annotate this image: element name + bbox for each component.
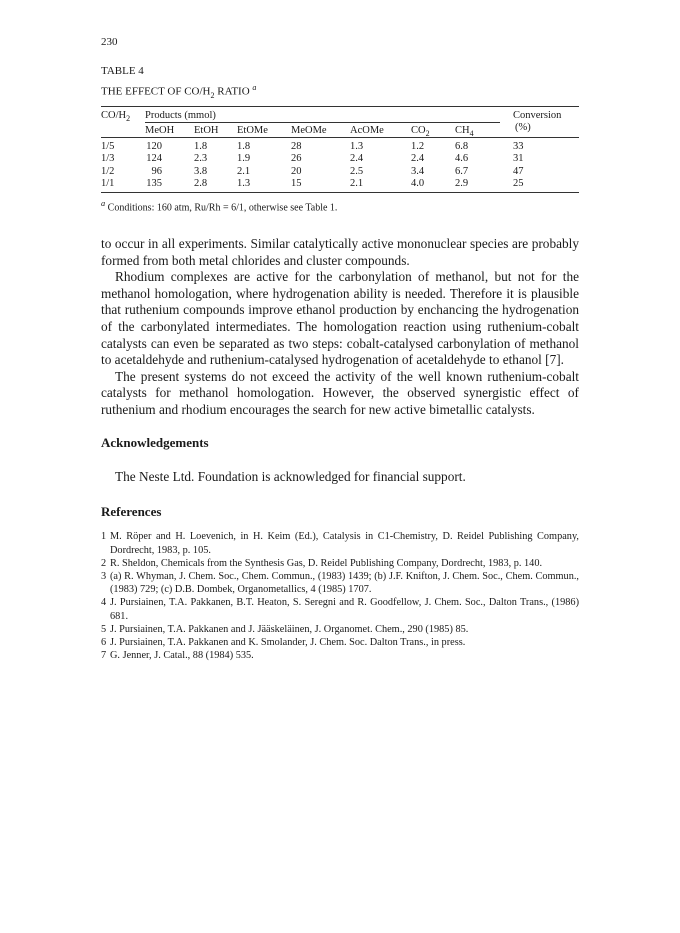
table-cell: 20 — [291, 165, 302, 177]
header-meoh: MeOH — [145, 124, 175, 136]
table-cell: 2.4 — [350, 153, 364, 165]
reference-item — [101, 557, 579, 570]
table-cell: 6.7 — [455, 165, 469, 177]
reference-number: 2 — [101, 557, 107, 569]
table-label: TABLE 4 — [101, 65, 144, 77]
table-body — [101, 138, 579, 192]
table-cell: 28 — [291, 140, 302, 152]
table-cell: 3.8 — [194, 165, 208, 177]
table-cell: 1.2 — [411, 140, 425, 152]
reference-text: G. Jenner, J. Catal., 88 (1984) 535. — [110, 650, 254, 662]
table-4 — [101, 64, 579, 213]
reference-item — [101, 530, 579, 556]
reference-number: 4 — [101, 597, 107, 609]
reference-number: 5 — [101, 623, 107, 635]
reference-list — [101, 530, 579, 662]
table-cell: 4.6 — [455, 153, 469, 165]
table-cell: 1.8 — [237, 140, 251, 152]
header-conversion: Conversion — [513, 109, 562, 121]
header-products-group: Products (mmol) — [145, 109, 216, 121]
header-ratio: $CO/H_2$ — [101, 109, 131, 123]
table-title: THE EFFECT OF $CO/H_2$ RATIO $^a$ — [101, 83, 257, 100]
table-cell: 6.8 — [455, 140, 469, 152]
reference-item — [101, 636, 579, 649]
header-conversion-unit: (%) — [515, 121, 531, 133]
reference-text: J. Pursiainen, T.A. Pakkanen, B.T. Heaton, S. Seregni and R. Goodfellow, J. Chem. Soc., Dalton Trans., (1986) 681. — [110, 597, 579, 622]
page-number: 230 — [101, 36, 118, 48]
header-acome: AcOMe — [350, 124, 384, 136]
table-cell: 2.3 — [194, 153, 208, 165]
header-meome: MeOMe — [291, 124, 327, 136]
reference-text: (a) R. Whyman, J. Chem. Soc., Chem. Commun., (1983) 1439; (b) J.F. Knifton, J. Chem. Soc., Chem. Commun., (1983) 729; (c) D.B. Dombek, Organometallics, 4 (1985) 1707. — [110, 570, 579, 596]
table-cell: 31 — [513, 153, 524, 165]
paragraph-2: Rhodium complexes are active for the carbonylation of methanol, but not for the methanol homologation, where hydrogenation ability is needed. Therefore it is plausible that ruthenium compounds improve ethanol production by enchancing the hydrogenation of the carbonylated intermediates. The homologation reaction using ruthenium-cobalt catalysts can even be separated as two steps: cobalt-catalysed carbonylation of methanol to acetaldehyde and ruthenium-catalysed hydrogenation of acetaldehyde to ethanol [7]. — [101, 269, 579, 368]
body-text — [101, 236, 579, 662]
table-cell: 47 — [513, 165, 524, 177]
header-ch4: $CH_4$ — [455, 124, 474, 138]
paragraph-1: to occur in all experiments. Similar catalytically active mononuclear species are probably formed from both metal chlorides and cluster compounds. — [101, 236, 579, 268]
table-cell: 135 — [146, 178, 162, 190]
acknowledgements-text: The Neste Ltd. Foundation is acknowledged for financial support. — [115, 469, 466, 485]
table-cell: 2.1 — [237, 165, 251, 177]
table-footnote: $^a$ Conditions: 160 atm, Ru/Rh = 6/1, otherwise see Table 1. — [101, 198, 338, 214]
reference-item — [101, 623, 579, 636]
table-cell: 124 — [146, 153, 162, 165]
table-cell: 2.9 — [455, 178, 469, 190]
table-cell: 2.8 — [194, 178, 208, 190]
table-cell: 1.3 — [350, 140, 364, 152]
ratio-cell: 1/3 — [101, 153, 115, 165]
table-cell: 15 — [291, 178, 302, 190]
reference-text: R. Sheldon, Chemicals from the Synthesis Gas, D. Reidel Publishing Company, Dordrecht, 1983, p. 140. — [110, 557, 543, 569]
reference-number: 6 — [101, 636, 107, 648]
ratio-cell: 1/1 — [101, 178, 115, 190]
acknowledgements-heading: Acknowledgements — [101, 434, 209, 450]
table-cell: 1.3 — [237, 178, 251, 190]
products-rule — [145, 122, 500, 123]
reference-text: J. Pursiainen, T.A. Pakkanen and K. Smolander, J. Chem. Soc. Dalton Trans., in press. — [110, 636, 466, 648]
table-cell: 26 — [291, 153, 302, 165]
ratio-cell: 1/2 — [101, 165, 115, 177]
table-cell: 4.0 — [411, 178, 425, 190]
header-co2: $CO_2$ — [411, 124, 430, 138]
reference-item — [101, 596, 579, 622]
references-heading: References — [101, 503, 162, 519]
reference-item — [101, 570, 579, 596]
reference-text: J. Pursiainen, T.A. Pakkanen and J. Jääskeläinen, J. Organomet. Chem., 290 (1985) 85. — [110, 623, 469, 635]
table-header — [101, 107, 579, 137]
table-cell: 1.9 — [237, 153, 251, 165]
table-cell: 1.8 — [194, 140, 208, 152]
table-cell: 2.1 — [350, 178, 364, 190]
table-cell: 2.4 — [411, 153, 425, 165]
header-etome: EtOMe — [237, 124, 268, 136]
table-cell: 120 — [146, 140, 162, 152]
reference-number: 3 — [101, 570, 107, 582]
paragraph-3: The present systems do not exceed the activity of the well known ruthenium-cobalt catalysts for methanol homologation. However, the observed synergistic effect of ruthenium and rhodium encourages the search for new active bimetallic catalysts. — [101, 368, 579, 417]
reference-number: 7 — [101, 650, 107, 662]
reference-number: 1 — [101, 531, 107, 543]
reference-text: M. Röper and H. Loevenich, in H. Keim (Ed.), Catalysis in C1-Chemistry, D. Reidel Publishing Company, Dordrecht, 1983, p. 105. — [110, 531, 579, 556]
table-cell: 25 — [513, 178, 524, 190]
table-cell: 96 — [151, 165, 162, 177]
reference-item — [101, 649, 579, 662]
ratio-cell: 1/5 — [101, 140, 115, 152]
table-cell: 3.4 — [411, 165, 425, 177]
header-etoh: EtOH — [194, 124, 219, 136]
table-cell: 33 — [513, 140, 524, 152]
table-cell: 2.5 — [350, 165, 364, 177]
